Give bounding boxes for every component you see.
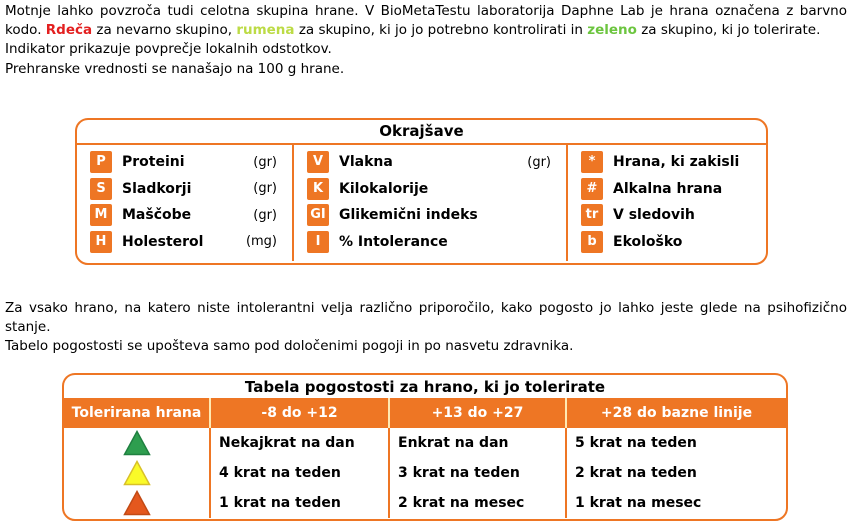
yellow-keyword: rumena (236, 22, 295, 39)
legend-row-sugars (77, 177, 292, 201)
abbr-label: Glikemični indeks (339, 207, 478, 224)
abbreviations-column-3 (566, 145, 766, 261)
abbr-badge-h: H (90, 231, 112, 253)
legend-row-fiber (294, 150, 566, 174)
abbr-badge-p: P (90, 151, 112, 173)
abbr-label: Vlakna (339, 154, 393, 170)
intro-block (5, 2, 847, 79)
legend-row-kilocalories (294, 177, 566, 201)
doctor-note: Tabelo pogostosti se upošteva samo pod določenimi pogoji in po nasvetu zdravnika. (5, 338, 574, 355)
abbr-unit: (gr) (527, 154, 551, 170)
middle-block (5, 299, 847, 357)
abbr-badge-asterisk: * (581, 151, 603, 173)
abbr-label: Ekološko (613, 233, 683, 250)
abbr-unit: (gr) (253, 207, 277, 223)
abbr-label: Maščobe (122, 207, 192, 224)
frequency-cell: 1 krat na mesec (565, 488, 786, 518)
abbr-badge-gi: GI (307, 204, 329, 226)
abbr-label: Holesterol (122, 233, 204, 250)
legend-row-fats (77, 203, 292, 227)
frequency-cell: 5 krat na teden (565, 428, 786, 458)
abbr-unit: (gr) (253, 181, 277, 197)
legend-row-organic (568, 230, 766, 254)
abbr-badge-m: M (90, 204, 112, 226)
green-triangle-icon (64, 428, 209, 458)
intro-text-2: za nevarno skupino, (92, 22, 237, 39)
abbr-label: Alkalna hrana (613, 180, 723, 197)
legend-row-acidifying (568, 150, 766, 174)
green-keyword: zeleno (587, 22, 637, 39)
abbr-badge-k: K (307, 178, 329, 200)
header-range-3: +28 do bazne linije (565, 398, 786, 428)
abbreviations-body (77, 145, 766, 261)
abbr-badge-i: I (307, 231, 329, 253)
abbr-unit: (mg) (245, 234, 277, 250)
legend-row-intolerance (294, 230, 566, 254)
header-range-2: +13 do +27 (388, 398, 565, 428)
abbreviations-column-2 (292, 145, 566, 261)
header-tolerated-food: Tolerirana hrana (71, 405, 202, 421)
header-range-1: -8 do +12 (209, 398, 388, 428)
abbr-label: % Intolerance (339, 233, 448, 250)
frequency-table-title: Tabela pogostosti za hrano, ki jo tolerirate (244, 378, 606, 396)
abbreviations-column-1 (77, 145, 292, 261)
nutrition-note: Prehranske vrednosti se nanašajo na 100 g hrane. (5, 60, 345, 77)
frequency-cell: Enkrat na dan (388, 428, 565, 458)
frequency-table (62, 373, 788, 521)
abbreviations-box (75, 118, 768, 265)
abbr-unit: (gr) (253, 154, 277, 170)
frequency-cell: 4 krat na teden (209, 458, 388, 488)
intro-text-1: Motnje lahko povzroča tudi celotna skupina hrane. V BioMetaTestu laboratorija Daphne Lab je hrana označena z barvno kodo. (5, 3, 847, 39)
indicator-note: Indikator prikazuje povprečje lokalnih odstotkov. (5, 41, 332, 58)
frequency-cell: 2 krat na teden (565, 458, 786, 488)
abbr-badge-v: V (307, 151, 329, 173)
recommendation-paragraph: Za vsako hrano, na katero niste intolerantni velja različno priporočilo, kako pogosto jo lahko jeste glede na psihofizično stanje. (5, 300, 847, 336)
frequency-cell: 2 krat na mesec (388, 488, 565, 518)
frequency-cell: Nekajkrat na dan (209, 428, 388, 458)
abbr-label: V sledovih (613, 207, 695, 224)
frequency-cell: 1 krat na teden (209, 488, 388, 518)
abbr-badge-tr: tr (581, 204, 603, 226)
legend-row-cholesterol (77, 230, 292, 254)
intro-text-3: za skupino, ki jo jo potrebno kontrolirati in (294, 22, 588, 39)
abbr-label: Hrana, ki zakisli (613, 154, 740, 170)
legend-row-glycemic-index (294, 203, 566, 227)
legend-row-alkaline (568, 177, 766, 201)
abbr-badge-s: S (90, 178, 112, 200)
intro-paragraph (5, 2, 847, 40)
abbr-label: Kilokalorije (339, 180, 429, 197)
red-keyword: Rdeča (45, 22, 93, 39)
table-row (64, 488, 786, 518)
abbr-badge-b: b (581, 231, 603, 253)
intro-text-4: za skupino, ki jo tolerirate. (636, 22, 821, 39)
table-row (64, 458, 786, 488)
table-row (64, 428, 786, 458)
legend-row-proteins (77, 150, 292, 174)
frequency-cell: 3 krat na teden (388, 458, 565, 488)
abbr-badge-hash: # (581, 178, 603, 200)
abbr-label: Proteini (122, 154, 185, 170)
legend-row-traces (568, 203, 766, 227)
abbr-label: Sladkorji (122, 180, 192, 197)
yellow-triangle-icon (64, 458, 209, 488)
abbreviations-title: Okrajšave (77, 120, 766, 145)
orange-triangle-icon (64, 488, 209, 518)
frequency-table-header (64, 398, 786, 428)
